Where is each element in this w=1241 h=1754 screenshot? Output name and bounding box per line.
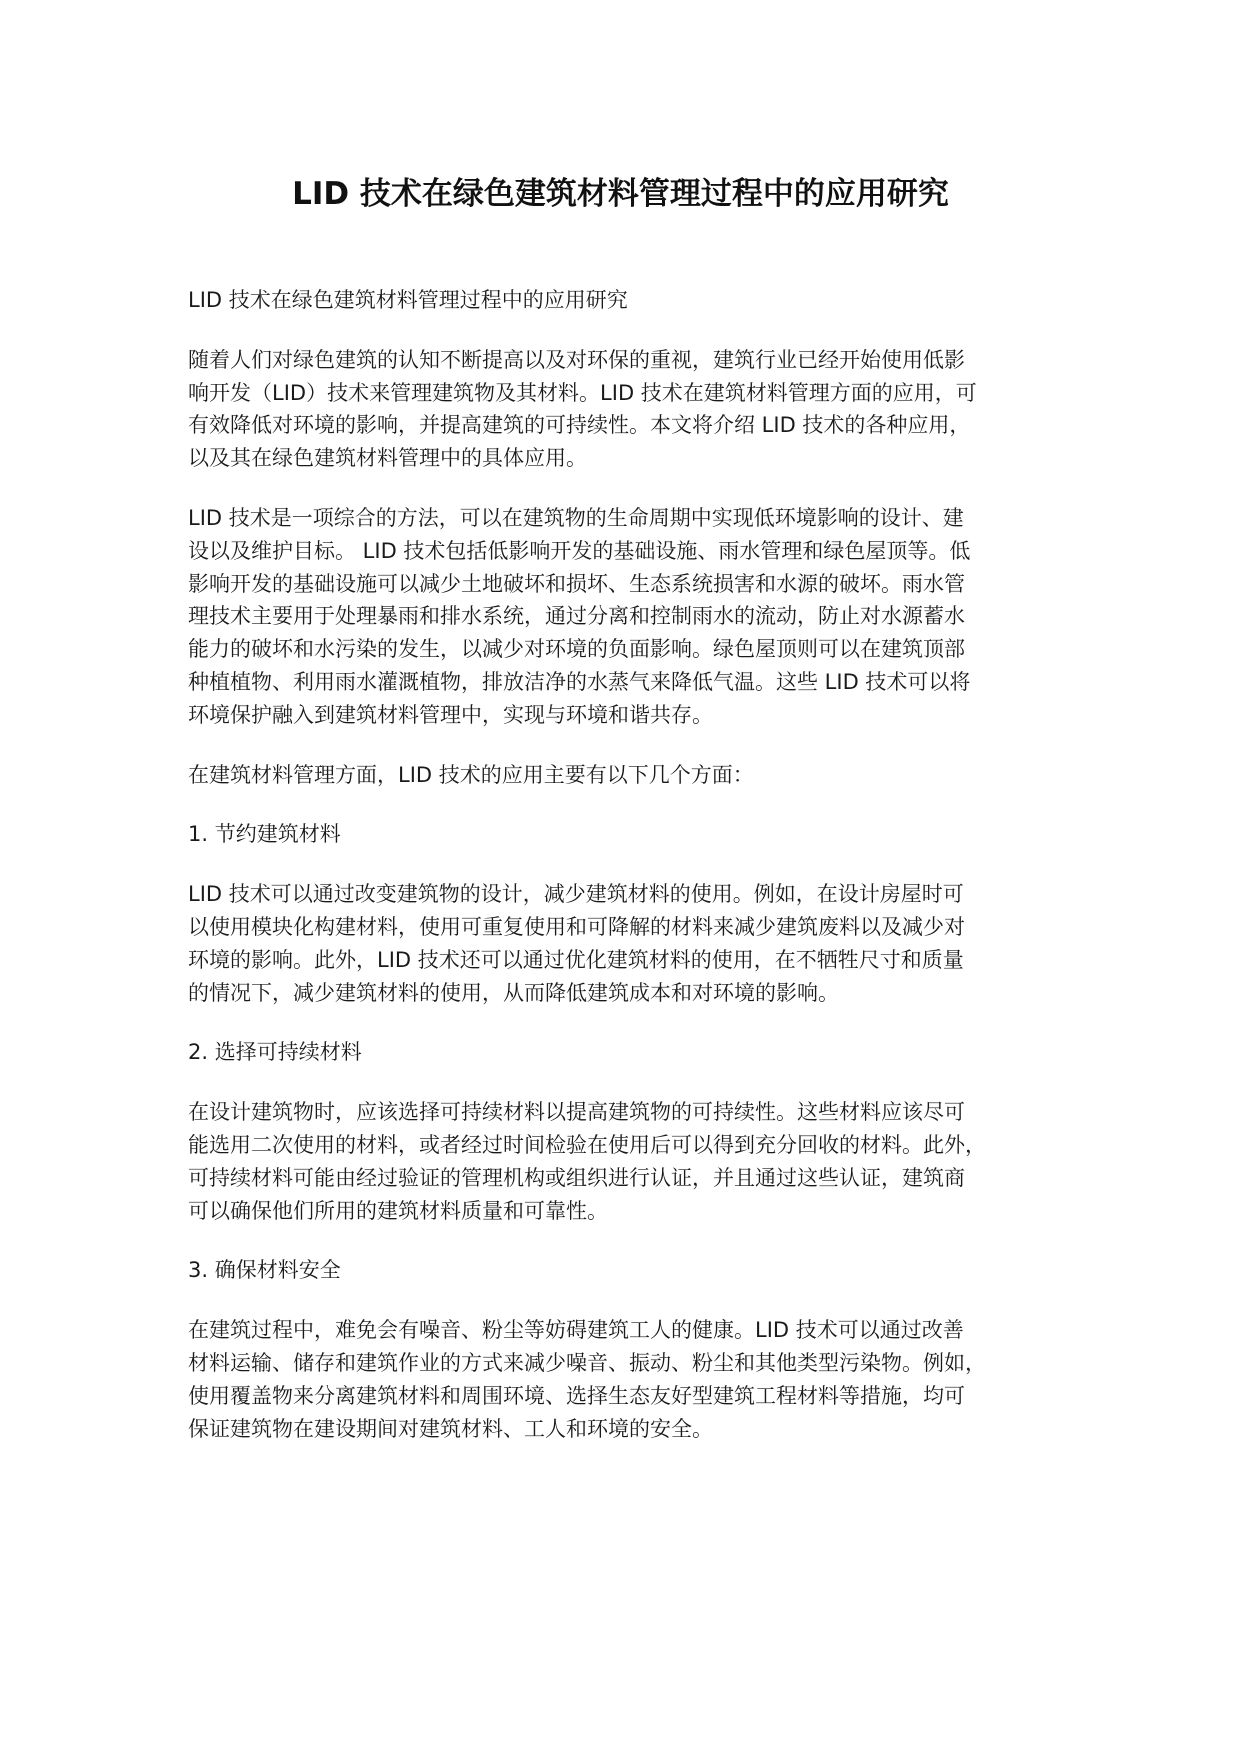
text-line: 响开发（LID）技术来管理建筑物及其材料。LID 技术在建筑材料管理方面的应用，可 — [188, 380, 977, 405]
text-line: 有效降低对环境的影响，并提高建筑的可持续性。本文将介绍 LID 技术的各种应用， — [188, 413, 971, 438]
text-line: 环境保护融入到建筑材料管理中，实现与环境和谐共存。 — [188, 702, 713, 727]
text-line: LID 技术在绿色建筑材料管理过程中的应用研究 — [188, 288, 628, 312]
paragraph — [188, 878, 1088, 1009]
section-heading — [188, 1036, 1088, 1069]
text-line: LID 技术可以通过改变建筑物的设计，减少建筑材料的使用。例如，在设计房屋时可 — [188, 882, 964, 907]
text-line: 种植植物、利用雨水灌溉植物，排放洁净的水蒸气来降低气温。这些 LID 技术可以将 — [188, 669, 971, 694]
section-heading — [188, 1254, 1088, 1287]
text-line: 以及其在绿色建筑材料管理中的具体应用。 — [188, 446, 587, 471]
text-line: 保证建筑物在建设期间对建筑材料、工人和环境的安全。 — [188, 1416, 713, 1441]
text-line: 1. 节约建筑材料 — [188, 822, 341, 847]
text-line: 设以及维护目标。 LID 技术包括低影响开发的基础设施、雨水管理和绿色屋顶等。低 — [188, 538, 971, 563]
paragraph — [188, 759, 1088, 792]
paragraph — [188, 502, 1088, 732]
text-line: 材料运输、储存和建筑作业的方式来减少噪音、振动、粉尘和其他类型污染物。例如， — [188, 1350, 986, 1375]
text-line: 理技术主要用于处理暴雨和排水系统，通过分离和控制雨水的流动，防止对水源蓄水 — [188, 604, 965, 629]
text-line: 能力的破坏和水污染的发生，以减少对环境的负面影响。绿色屋顶则可以在建筑顶部 — [188, 637, 965, 662]
text-line: 以使用模块化构建材料，使用可重复使用和可降解的材料来减少建筑废料以及减少对 — [188, 914, 965, 939]
text-line: 可持续材料可能由经过验证的管理机构或组织进行认证，并且通过这些认证，建筑商 — [188, 1165, 965, 1190]
text-line: 能选用二次使用的材料，或者经过时间检验在使用后可以得到充分回收的材料。此外， — [188, 1132, 986, 1157]
text-line: 随着人们对绿色建筑的认知不断提高以及对环保的重视，建筑行业已经开始使用低影 — [188, 347, 965, 372]
paragraph — [188, 1314, 1088, 1445]
text-line: LID 技术是一项综合的方法，可以在建筑物的生命周期中实现低环境影响的设计、建 — [188, 505, 964, 530]
text-line: 在设计建筑物时，应该选择可持续材料以提高建筑物的可持续性。这些材料应该尽可 — [188, 1100, 965, 1125]
page-title: LID 技术在绿色建筑材料管理过程中的应用研究 — [292, 176, 949, 212]
paragraph — [188, 1096, 1088, 1227]
paragraph — [188, 284, 1088, 317]
text-line: 2. 选择可持续材料 — [188, 1040, 362, 1065]
document-body — [188, 284, 1088, 1472]
text-line: 影响开发的基础设施可以减少土地破坏和损坏、生态系统损害和水源的破坏。雨水管 — [188, 571, 965, 596]
paragraph — [188, 344, 1088, 475]
text-line: 使用覆盖物来分离建筑材料和周围环境、选择生态友好型建筑工程材料等措施，均可 — [188, 1383, 965, 1408]
text-line: 可以确保他们所用的建筑材料质量和可靠性。 — [188, 1198, 608, 1223]
text-line: 环境的影响。此外，LID 技术还可以通过优化建筑材料的使用，在不牺牲尺寸和质量 — [188, 947, 964, 972]
text-line: 在建筑材料管理方面，LID 技术的应用主要有以下几个方面： — [188, 762, 754, 787]
text-line: 在建筑过程中，难免会有噪音、粉尘等妨碍建筑工人的健康。LID 技术可以通过改善 — [188, 1318, 964, 1343]
text-line: 3. 确保材料安全 — [188, 1258, 341, 1283]
section-heading — [188, 818, 1088, 851]
text-line: 的情况下，减少建筑材料的使用，从而降低建筑成本和对环境的影响。 — [188, 980, 839, 1005]
